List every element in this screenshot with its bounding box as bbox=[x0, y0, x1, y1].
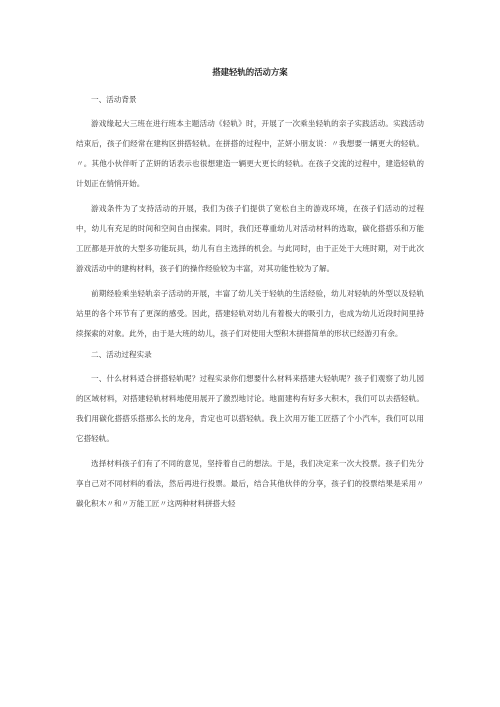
document-title: 搭建轻轨的活动方案 bbox=[212, 67, 288, 77]
paragraph-game-conditions: 游戏条件为了支持活动的开展，我们为孩子们提供了宽松自主的游戏环境，在孩子们活动的过程中，幼儿有充足的时间和空间自由探索。同时，我们还尊重幼儿对活动材料的选取，碳化搭搭乐和万能工匠都是开放的大型多功能玩具，幼儿有自主选择的机会。与此同时，由于正处于大班时期，对于此次游戏活动中的建构材料，孩子们的操作经验较为丰富，对其功能性较为了解。 bbox=[76, 204, 424, 273]
section-heading-background: 一、活动背景 bbox=[91, 95, 137, 104]
paragraph-material-vote: 选择材料孩子们有了不同的意见，坚持着自己的想法。于是，我们决定来一次大投票。孩子们先分享自己对不同材料的看法，然后再进行投票。最后，结合其他伙伴的分享，孩子们的投票结果是采用〃碳化积木〃和〃万能工匠〃这两种材料拼搭大轻 bbox=[76, 459, 424, 508]
paragraph-game-origin: 游戏缘起大三班在进行班本主题活动《轻轨》时，开展了一次乘坐轻轨的亲子实践活动。实践活动结束后，孩子们经常在建构区拼搭轻轨。在拼搭的过程中，芷妍小朋友说：〃我想要一辆更大的轻轨。〃。其他小伙伴听了芷妍的话表示也很想建造一辆更大更长的轻轨。在孩子交流的过程中，建造轻轨的计划正在悄悄开始。 bbox=[76, 119, 424, 188]
section-process-record bbox=[76, 349, 424, 514]
section-background bbox=[76, 94, 424, 344]
paragraph-material-question: 一、什么材料适合拼搭轻轨呢？过程实录你们想要什么材料来搭建大轻轨呢？孩子们观察了幼儿园的区域材料，对搭建轻轨材料地使用展开了激烈地讨论。地面建构有好多大积木，我们可以去搭轻轨。我们用碳化搭搭乐搭那么长的龙舟，肯定也可以搭轻轨。我上次用万能工匠搭了个小汽车，我们可以用它搭轻轨。 bbox=[76, 374, 424, 443]
section-heading-process-record: 二、活动过程实录 bbox=[91, 350, 152, 359]
paragraph-prior-experience: 前期经验乘坐轻轨亲子活动的开展，丰富了幼儿关于轻轨的生活经验，幼儿对轻轨的外型以及轻轨站里的各个环节有了更深的感受。因此，搭建轻轨对幼儿有着极大的吸引力，也成为幼儿近段时间里持续探索的对象。此外，由于是大班的幼儿，孩子们对使用大型积木拼搭简单的形状已经游刃有余。 bbox=[76, 289, 424, 338]
